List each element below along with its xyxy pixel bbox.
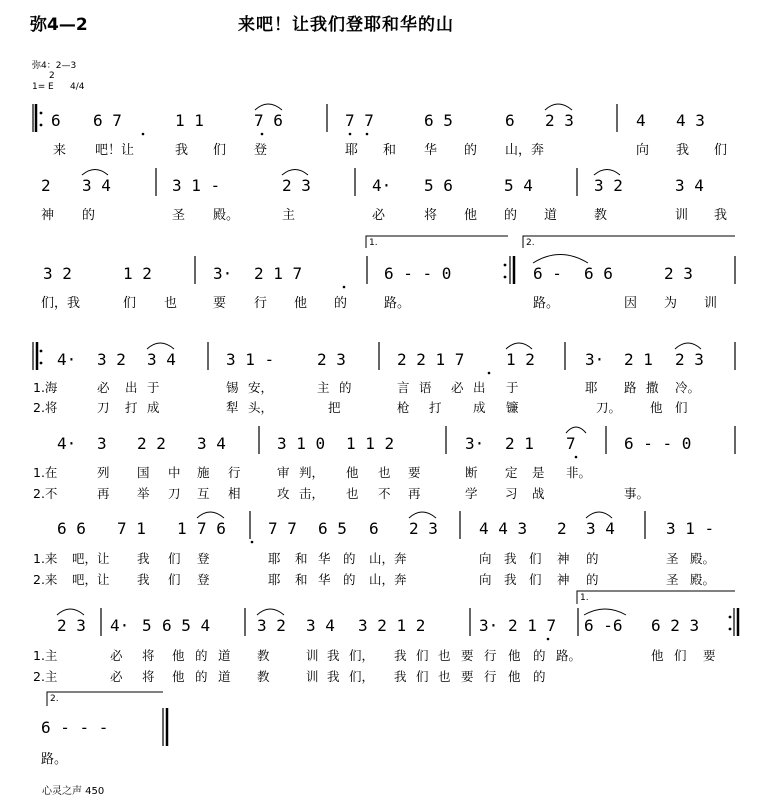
lyric-verse-2: 枪: [397, 400, 410, 415]
lyric: 教: [594, 208, 608, 223]
lyric-verse-2: 不: [378, 486, 391, 501]
lyric: 登: [197, 551, 210, 566]
note-group: 3 1 0: [277, 434, 326, 453]
lyric: 教: [257, 648, 270, 663]
source-footnote: 心灵之声 450: [42, 786, 105, 797]
note-group: 3 2 1 2: [358, 616, 426, 635]
lyric: 我: [327, 648, 340, 663]
lyric-verse-2: 们: [168, 572, 181, 587]
lyric: 路。: [41, 752, 68, 767]
lyric-verse-2: 镰: [506, 400, 519, 415]
lyric: 必: [372, 208, 386, 223]
lyric: 是: [532, 465, 545, 480]
lyric: 定: [505, 465, 518, 480]
note-group: 4 4 3: [479, 519, 528, 538]
lyric: 非。: [566, 465, 592, 480]
lyric: 语: [419, 380, 432, 395]
lyric-verse-2: 训: [306, 669, 319, 684]
lyric-verse-2: 殿。: [690, 572, 716, 587]
lyric-verse-2: 耶: [268, 572, 281, 587]
lyric: 们: [123, 296, 137, 311]
lyric-verse-2: 击，: [299, 486, 325, 501]
lyric: 于: [506, 380, 519, 395]
lyric: 1.在: [33, 465, 58, 480]
note-group: 2 3: [282, 176, 311, 195]
note-group: 6 2 3: [651, 616, 700, 635]
lyric: 我: [676, 143, 690, 158]
note-group: 3 4: [675, 176, 704, 195]
lyric: 吧！让: [95, 143, 135, 158]
lyric: 撒: [646, 380, 659, 395]
lyric-verse-2: 们，: [349, 669, 375, 684]
lyric: 和: [295, 551, 308, 566]
note-group: 3·: [585, 350, 605, 369]
lyric: 安，: [248, 380, 274, 395]
note-group: 2: [41, 176, 51, 195]
note-group: 3 4: [82, 176, 111, 195]
lyric: 我: [504, 551, 517, 566]
lyric-verse-2: 把: [328, 400, 341, 415]
lyric-verse-2: 山，奔: [369, 572, 407, 587]
note-group: 3 2: [594, 176, 623, 195]
lyric: 向: [479, 551, 492, 566]
lyric: 路。: [556, 648, 582, 663]
lyric-verse-2: 向: [479, 572, 492, 587]
lyric: 将: [424, 208, 438, 223]
note-group: 1 1: [175, 111, 204, 130]
note-group: 3 2: [43, 264, 72, 283]
lyric: 必: [97, 380, 110, 395]
note-group: 2 2 1 7: [397, 350, 465, 369]
lyric-verse-2: 必: [110, 669, 123, 684]
lyric: 们: [168, 551, 181, 566]
lyric: 我: [137, 551, 150, 566]
note-group: 7 6: [197, 519, 226, 538]
lyric-verse-2: 再: [408, 486, 421, 501]
note-group: 2 2: [137, 434, 166, 453]
lyric-verse-2: 2.来: [33, 572, 58, 587]
note-group: 6 6: [57, 519, 86, 538]
note-group: 3 2: [97, 350, 126, 369]
volta-first-label-top: 1.: [369, 238, 378, 248]
lyric: 耶: [585, 380, 598, 395]
lyric: 耶: [345, 143, 359, 158]
lyric-verse-2: 成: [147, 400, 160, 415]
lyric: 主: [282, 208, 296, 223]
note-group: 6 5 4: [162, 616, 211, 635]
lyric: 圣: [666, 551, 679, 566]
lyric: 要: [213, 296, 227, 311]
lyric: 我: [175, 143, 189, 158]
note-group: 4·: [57, 434, 77, 453]
note-group: 3 1 -: [172, 176, 221, 195]
lyric-verse-2: 2.主: [33, 669, 58, 684]
lyric: 也: [378, 465, 391, 480]
lyric: 的: [343, 551, 356, 566]
note-group: 2 3: [57, 616, 86, 635]
lyric: 们: [674, 648, 687, 663]
lyric: 要: [461, 648, 474, 663]
time-signature: 4/4: [70, 82, 85, 92]
lyric-verse-2: 成: [473, 400, 486, 415]
lyric-verse-2: 我: [394, 669, 407, 684]
note-group: 1 2: [506, 350, 535, 369]
lyric: 训: [306, 648, 319, 663]
lyric: 的: [533, 648, 546, 663]
lyric: 吧，让: [72, 551, 110, 566]
lyric: 主: [317, 380, 330, 395]
lyric: 山，奔: [505, 143, 545, 158]
lyric: 登: [254, 143, 268, 158]
lyric: 行: [254, 296, 268, 311]
lyric-verse-2: 吧，让: [72, 572, 110, 587]
note-group: 1 2: [123, 264, 152, 283]
lyric-verse-2: 圣: [666, 572, 679, 587]
volta-second-label-top: 2.: [526, 238, 535, 248]
lyric: 言: [397, 380, 410, 395]
bar-lines: [33, 104, 738, 746]
lyric-verse-2: 犁: [226, 400, 239, 415]
lyric-verse-2: 再: [97, 486, 110, 501]
lyric: 他: [294, 296, 308, 311]
note-group: 6: [51, 111, 61, 130]
lyric-verse-2: 相: [228, 486, 241, 501]
lyric-verse-2: 他: [508, 669, 521, 684]
song-title: 来吧！让我们登耶和华的山: [238, 15, 454, 35]
lyric-verse-2: 刀。: [596, 400, 622, 415]
note-group: 6 -: [533, 264, 562, 283]
lyric: 来: [53, 143, 67, 158]
note-group: 3·: [465, 434, 485, 453]
note-group: 4: [636, 111, 646, 130]
lyric: 断: [465, 465, 478, 480]
lyric: 我: [714, 208, 728, 223]
lyric: 出: [473, 380, 486, 395]
note-group: 2 3: [675, 350, 704, 369]
lyric-verse-2: 的: [343, 572, 356, 587]
lyric: 必: [110, 648, 123, 663]
lyric-verse-2: 神: [557, 572, 570, 587]
song-reference: 弥4—2: [30, 15, 88, 35]
note-group: 6 6: [584, 264, 613, 283]
note-group: 5 4: [504, 176, 533, 195]
lyric: 施: [197, 465, 210, 480]
note-group: 4·: [57, 350, 77, 369]
lyric-verse-2: 也: [438, 669, 451, 684]
key-label: 1=: [32, 82, 46, 92]
lyric: 华: [424, 143, 438, 158]
lyric-verse-2: 华: [318, 572, 331, 587]
lyric-verse-2: 我: [137, 572, 150, 587]
note-group: 4·: [110, 616, 130, 635]
lyric: 的: [504, 208, 518, 223]
lyric: 神: [557, 551, 570, 566]
note-group: 3 4: [197, 434, 226, 453]
lyric-verse-2: 的: [195, 669, 208, 684]
lyric: 训: [675, 208, 689, 223]
lyric: 他: [651, 648, 664, 663]
lyric-verse-2: 刀: [168, 486, 181, 501]
note-group: 2 3: [317, 350, 346, 369]
note-group: 6 - - 0: [624, 434, 692, 453]
lyric: 们: [213, 143, 227, 158]
lyric: 1.海: [33, 380, 58, 395]
lyric-verse-2: 他: [650, 400, 663, 415]
lyric: 他: [508, 648, 521, 663]
lyric: 要: [703, 648, 716, 663]
lyric: 向: [636, 143, 650, 158]
lyric: 和: [383, 143, 397, 158]
lyric-verse-2: 举: [137, 486, 150, 501]
lyric-verse-2: 我: [504, 572, 517, 587]
lyric-verse-2: 道: [218, 669, 231, 684]
lyric-verse-2: 互: [197, 486, 210, 501]
lyric: 殿。: [213, 208, 240, 223]
lyric-verse-2: 刀: [97, 400, 110, 415]
note-group: 7 7: [345, 111, 374, 130]
note-group: 2 3: [409, 519, 438, 538]
note-group: 2 3: [545, 111, 574, 130]
lyric: 他: [346, 465, 359, 480]
lyric: 判，: [299, 465, 325, 480]
lyric: 的: [334, 296, 348, 311]
note-group: 4·: [372, 176, 392, 195]
note-group: 6: [369, 519, 379, 538]
note-group: 3 2: [257, 616, 286, 635]
lyric: 审: [277, 465, 290, 480]
lyric-verse-2: 的: [533, 669, 546, 684]
lyric-verse-2: 我: [327, 669, 340, 684]
lyric: 我: [394, 648, 407, 663]
note-group: 7: [566, 434, 576, 453]
lyric: 1.来: [33, 551, 58, 566]
lyric: 出: [125, 380, 138, 395]
lyric-verse-2: 事。: [624, 486, 650, 501]
note-group: 7 6: [254, 111, 283, 130]
lyric: 列: [97, 465, 110, 480]
note-group: 4 3: [676, 111, 705, 130]
lyric-verse-2: 战: [532, 486, 545, 501]
note-group: 6 - - 0: [384, 264, 452, 283]
lyric-verse-2: 和: [295, 572, 308, 587]
lyric: 山，奔: [369, 551, 407, 566]
lyric: 道: [544, 208, 558, 223]
lyric-verse-2: 要: [461, 669, 474, 684]
lyric: 路。: [533, 296, 560, 311]
lyric-verse-2: 也: [346, 486, 359, 501]
volta-first-label-bottom: 1.: [580, 593, 589, 603]
lyric: 的: [82, 208, 96, 223]
note-group: 3 1 -: [666, 519, 715, 538]
lyric: 因: [624, 296, 638, 311]
lyric: 为: [664, 296, 678, 311]
note-group: 2 1: [505, 434, 534, 453]
note-group: 1 1 2: [346, 434, 395, 453]
note-group: 2 1 7: [254, 264, 303, 283]
lyric-verse-2: 打: [125, 400, 138, 415]
lyric: 的: [586, 551, 599, 566]
lyric: 行: [484, 648, 497, 663]
lyric: 耶: [268, 551, 281, 566]
lyric-verse-2: 2.将: [33, 400, 58, 415]
lyric-verse-2: 教: [257, 669, 270, 684]
lyric: 1.主: [33, 648, 58, 663]
lyric: 训: [704, 296, 718, 311]
lyric-verse-2: 攻: [277, 486, 290, 501]
note-group: 2 1: [624, 350, 653, 369]
lyric: 的: [195, 648, 208, 663]
lyric: 他: [172, 648, 185, 663]
lyric-verse-2: 行: [484, 669, 497, 684]
lyric: 圣: [172, 208, 186, 223]
note-group: 5 6: [424, 176, 453, 195]
volta-brackets: [47, 236, 735, 706]
note-group: 3: [97, 434, 107, 453]
note-group: 6 -6: [584, 616, 623, 635]
lyric-verse-2: 们: [675, 400, 688, 415]
lyric: 中: [168, 465, 181, 480]
lyric: 的: [464, 143, 478, 158]
lyric-verse-2: 们: [529, 572, 542, 587]
key-number: 2: [49, 71, 55, 81]
lyric: 他: [464, 208, 478, 223]
lyric: 必: [451, 380, 464, 395]
lyric: 国: [137, 465, 150, 480]
lyric: 路: [624, 380, 637, 395]
note-group: 6 - - -: [41, 718, 109, 737]
lyric: 锡: [226, 380, 239, 395]
note-group: 6 5: [318, 519, 347, 538]
note-group: 3·: [213, 264, 233, 283]
lyric: 神: [41, 208, 55, 223]
lyric-verse-2: 2.不: [33, 486, 58, 501]
lyric: 们: [416, 648, 429, 663]
lyric: 们: [529, 551, 542, 566]
lyric: 冷。: [675, 380, 701, 395]
lyric: 们，: [349, 648, 375, 663]
scripture-reference: 弥4：2—3: [32, 61, 77, 71]
note-group: 5: [142, 616, 152, 635]
note-group: 6 7: [93, 111, 122, 130]
note-group: 3 1 -: [226, 350, 275, 369]
lyric: 们，我: [41, 296, 81, 311]
repeat-dots: [40, 112, 732, 631]
note-group: 7 1: [117, 519, 146, 538]
octave-dots: [142, 133, 578, 641]
lyric-verse-2: 打: [429, 400, 442, 415]
note-group: 2: [557, 519, 567, 538]
lyric: 也: [164, 296, 178, 311]
lyric: 华: [318, 551, 331, 566]
lyric: 路。: [384, 296, 411, 311]
note-group: 6 5: [424, 111, 453, 130]
note-group: 6: [505, 111, 515, 130]
note-group: 7 7: [268, 519, 297, 538]
note-group: 3 4: [147, 350, 176, 369]
lyric: 将: [142, 648, 155, 663]
key-note: E: [48, 82, 54, 92]
lyric: 于: [147, 380, 160, 395]
lyric: 殿。: [690, 551, 716, 566]
note-group: 2 3: [664, 264, 693, 283]
note-group: 1: [177, 519, 187, 538]
lyric: 也: [438, 648, 451, 663]
volta-second-label-bottom: 2.: [50, 694, 59, 704]
lyric-verse-2: 将: [142, 669, 155, 684]
lyric: 们: [714, 143, 728, 158]
lyric-verse-2: 的: [586, 572, 599, 587]
note-group: 2 1 7: [508, 616, 557, 635]
lyric-verse-2: 习: [505, 486, 518, 501]
note-group: 3 4: [586, 519, 615, 538]
lyric-verse-2: 们: [416, 669, 429, 684]
lyric: 行: [228, 465, 241, 480]
lyric: 的: [339, 380, 352, 395]
note-group: 3·: [479, 616, 499, 635]
lyric-verse-2: 头，: [248, 400, 274, 415]
lyric-verse-2: 他: [172, 669, 185, 684]
lyric: 道: [218, 648, 231, 663]
lyric-verse-2: 登: [197, 572, 210, 587]
note-group: 3 4: [306, 616, 335, 635]
lyric-verse-2: 学: [465, 486, 478, 501]
lyric: 要: [408, 465, 421, 480]
